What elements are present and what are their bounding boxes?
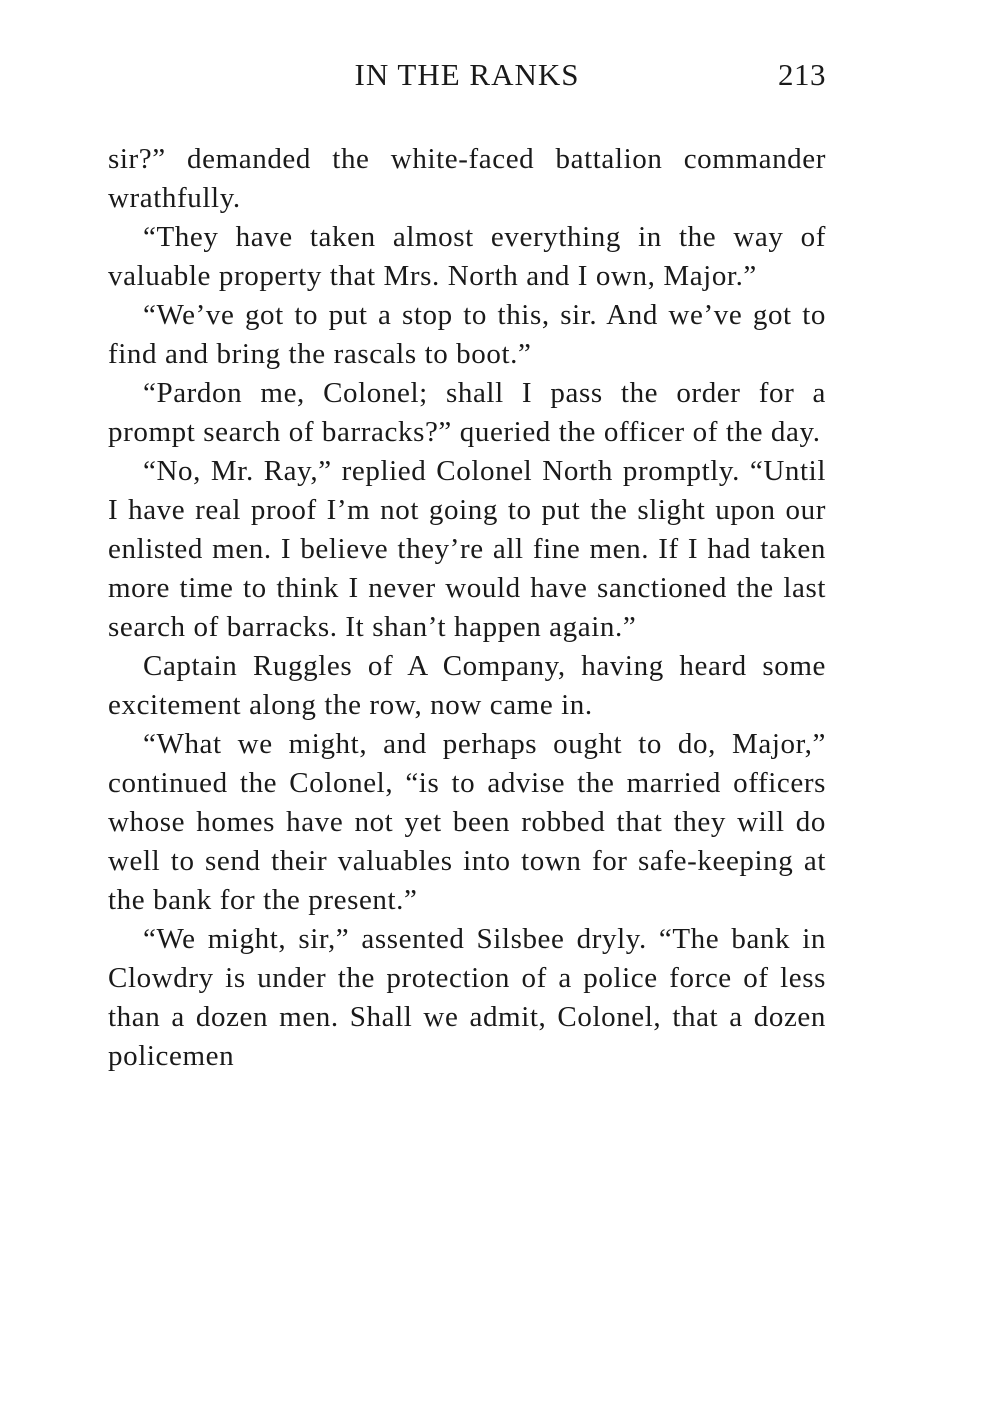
book-page [108, 55, 826, 1076]
paragraph: “What we might, and perhaps ought to do, Major,” continued the Colonel, “is to advise the married officers whose homes have not yet been robbed that they will do well to send their valuables into town for safe-keeping at the bank for the present.” [108, 728, 826, 916]
paragraph: “Pardon me, Colonel; shall I pass the order for a prompt search of barracks?” queried the officer of the day. [108, 377, 826, 448]
running-head [108, 55, 826, 95]
paragraph: “We’ve got to put a stop to this, sir. And we’ve got to find and bring the rascals to boot.” [108, 299, 826, 370]
running-title: IN THE RANKS [354, 57, 580, 92]
paragraph: Captain Ruggles of A Company, having heard some excitement along the row, now came in. [108, 650, 826, 721]
page-number: 213 [778, 57, 826, 92]
paragraph: sir?” demanded the white-faced battalion commander wrathfully. [108, 143, 826, 214]
paragraph: “They have taken almost everything in the way of valuable property that Mrs. North and I own, Major.” [108, 221, 826, 292]
paragraph: “We might, sir,” assented Silsbee dryly. “The bank in Clowdry is under the protection of a police force of less than a dozen men. Shall we admit, Colonel, that a dozen policemen [108, 923, 826, 1072]
paragraph: “No, Mr. Ray,” replied Colonel North promptly. “Until I have real proof I’m not going to put the slight upon our enlisted men. I believe they’re all fine men. If I had taken more time to think I never would have sanctioned the last search of barracks. It shan’t happen again.” [108, 455, 826, 643]
body-text [108, 140, 826, 1076]
